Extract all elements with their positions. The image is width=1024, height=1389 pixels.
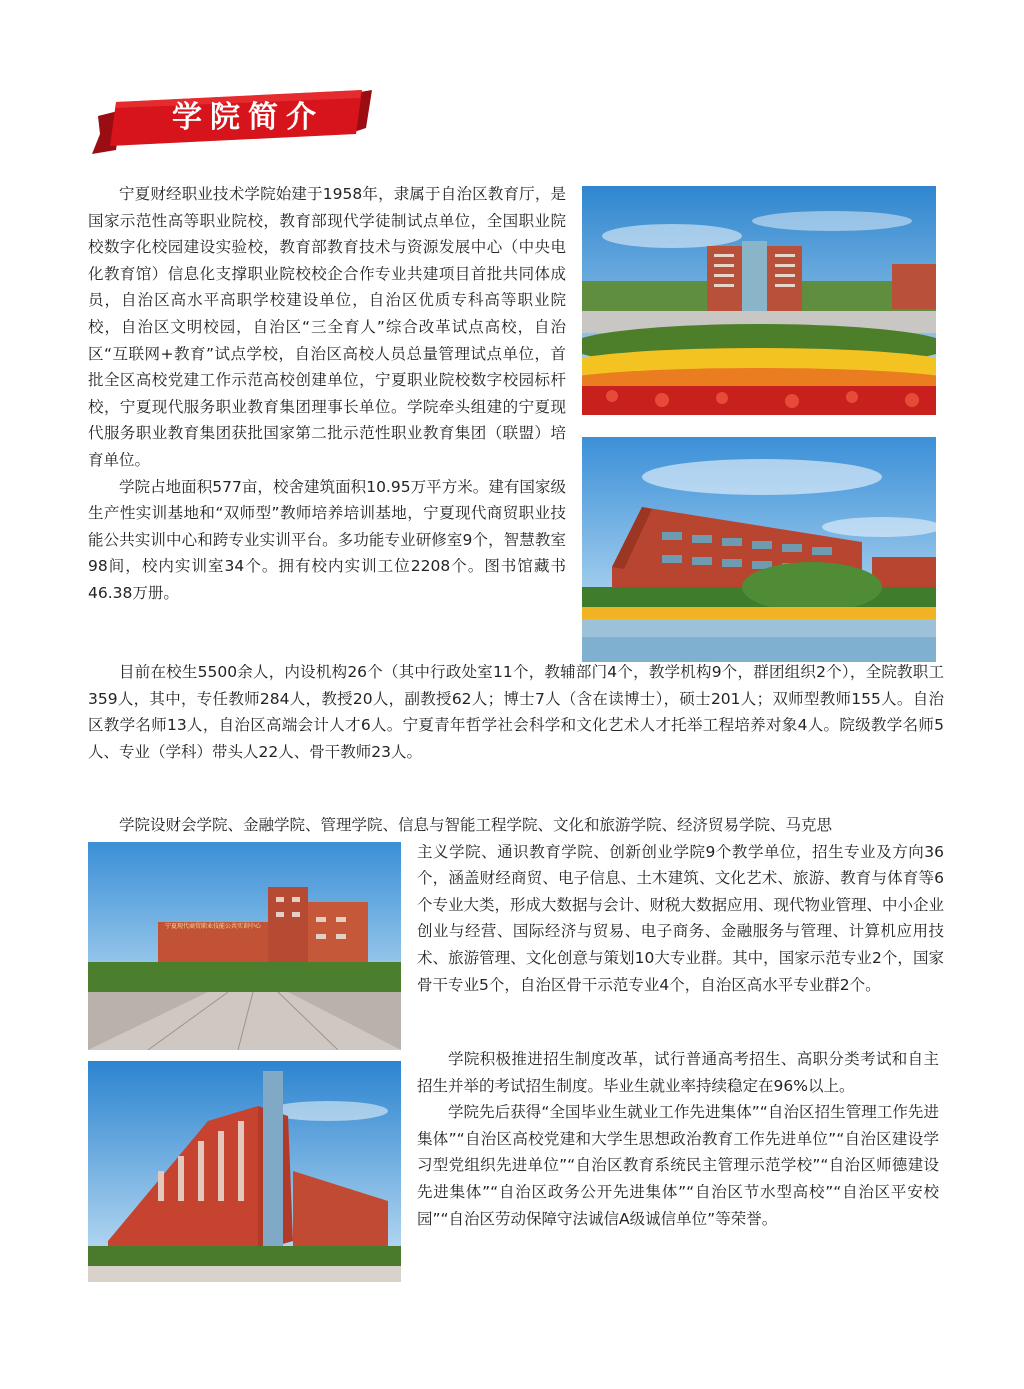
intro-paragraph-3 [88, 659, 944, 765]
paragraph-text: 学院设财会学院、金融学院、管理学院、信息与智能工程学院、文化和旅游学院、经济贸易学院、马克思 [119, 816, 833, 834]
campus-photo-main-building [582, 186, 936, 415]
intro-paragraph-5 [417, 1046, 939, 1232]
building-sign: 宁夏现代商贸职业技能公共实训中心 [164, 923, 262, 930]
campus-photo-tower-building [88, 1061, 401, 1282]
paragraph-text: 学院积极推进招生制度改革，试行普通高考招生、高职分类考试和自主招生并举的考试招生制度。毕业生就业率持续稳定在96%以上。 [417, 1050, 939, 1095]
intro-paragraph-1 [88, 181, 566, 607]
campus-photo-training-center [88, 842, 401, 1050]
paragraph-text: 学院先后获得“全国毕业生就业工作先进集体”“自治区招生管理工作先进集体”“自治区高校党建和大学生思想政治教育工作先进单位”“自治区建设学习型党组织先进单位”“自治区教育系统民主管理示范学校”“自治区师德建设先进集体”“自治区政务公开先进集体”“自治区节水型高校”“自治区平安校园”“自治区劳动保障守法诚信A级诚信单位”等荣誉。 [417, 1103, 939, 1228]
section-banner [86, 88, 376, 158]
section-title: 学院简介 [172, 100, 324, 135]
paragraph-text: 目前在校生5500余人，内设机构26个（其中行政处室11个，教辅部门4个，教学机构9个，群团组织2个），全院教职工359人，其中，专任教师284人，教授20人，副教授62人；博士7人（含在读博士），硕士201人；双师型教师155人。自治区教学名师13人，自治区高端会计人才6人。宁夏青年哲学社会科学和文化艺术人才托举工程培养对象4人。院级教学名师5人、专业（学科）带头人22人、骨干教师23人。 [88, 663, 944, 761]
paragraph-text: 学院占地面积577亩，校舍建筑面积10.95万平方米。建有国家级生产性实训基地和“双师型”教师培养培训基地，宁夏现代商贸职业技能公共实训中心和跨专业实训平台。多功能专业研修室9个，智慧教室98间，校内实训室34个。拥有校内实训工位2208个。图书馆藏书46.38万册。 [88, 477, 566, 602]
paragraph-text-wrapped: 主义学院、通识教育学院、创新创业学院9个教学单位，招生专业及方向36个，涵盖财经商贸、电子信息、土木建筑、文化艺术、旅游、教育与体育等6个专业大类，形成大数据与会计、财税大数据应用、现代物业管理、中小企业创业与经营、国际经济与贸易、电子商务、金融服务与管理、计算机应用技术、旅游管理、文化创意与策划10大专业群。其中，国家示范专业2个，国家骨干专业5个，自治区骨干示范专业4个，自治区高水平专业群2个。 [417, 842, 945, 994]
paragraph-text: 宁夏财经职业技术学院始建于1958年，隶属于自治区教育厅，是国家示范性高等职业院校，教育部现代学徒制试点单位，全国职业院校数字化校园建设实验校，教育部教育技术与资源发展中心（中央电化教育馆）信息化支撑职业院校校企合作专业共建项目首批共同体成员，自治区高水平高职学校建设单位，自治区优质专科高等职业院校，自治区文明校园，自治区“三全育人”综合改革试点高校，自治区“互联网+教育”试点学校，自治区高校人员总量管理试点单位，首批全区高校党建工作示范高校创建单位，宁夏职业院校数字校园标杆校，宁夏现代服务职业教育集团理事长单位。学院牵头组建的宁夏现代服务职业教育集团获批国家第二批示范性职业教育集团（联盟）培育单位。 [88, 185, 566, 469]
campus-photo-teaching-building [582, 437, 936, 662]
